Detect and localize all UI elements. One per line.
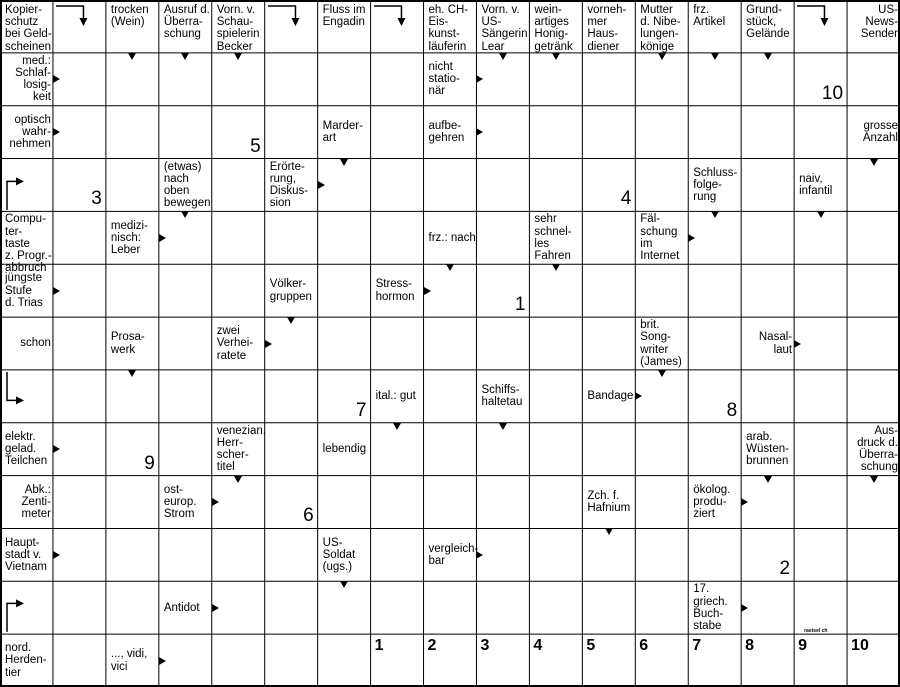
down-arrow-icon xyxy=(446,264,454,271)
clue-4-10: sehr schnel- les Fahren xyxy=(534,213,572,263)
clue-3-15: naiv, infantil xyxy=(799,172,833,197)
clue-3-5: Erörte- rung, Diskus- sion xyxy=(269,160,309,210)
clue-0-9: Vorn. v. US- Sängerin Lear xyxy=(481,4,528,53)
bent-arrow-icon xyxy=(0,370,53,423)
clue-9-0: Abk.: Zenti- meter xyxy=(21,483,51,521)
down-arrow-icon xyxy=(128,370,136,377)
clue-9-11: Zch. f. Hafnium xyxy=(587,489,631,515)
clue-7-9: Schiffs- haltetau xyxy=(481,384,523,409)
clue-4-12: Fäl- schung im Internet xyxy=(640,213,680,263)
clue-10-6: US- Soldat (ugs.) xyxy=(322,536,356,573)
solution-number-5: 5 xyxy=(250,135,261,157)
bent-arrow-icon xyxy=(0,581,53,634)
clue-0-0: Kopier- schutz bei Geld- scheinen xyxy=(5,4,52,53)
down-arrow-icon xyxy=(658,53,666,60)
right-arrow-icon xyxy=(159,234,166,242)
down-arrow-icon xyxy=(764,476,772,483)
right-arrow-icon xyxy=(476,75,483,83)
clue-8-16: Aus- druck d. Überra- schung xyxy=(857,424,898,474)
down-arrow-icon xyxy=(764,53,772,60)
solution-slot-7[interactable]: 7 xyxy=(692,637,702,655)
solution-slot-1[interactable]: 1 xyxy=(374,637,384,655)
right-arrow-icon xyxy=(53,75,60,83)
down-arrow-icon xyxy=(393,423,401,430)
clue-2-0: optisch wahr- nehmen xyxy=(9,113,51,151)
clue-6-2: Prosa- werk xyxy=(110,331,145,356)
clue-3-13: Schluss- folge- rung xyxy=(693,166,738,204)
bent-arrow-icon xyxy=(371,0,424,53)
solution-slot-6[interactable]: 6 xyxy=(639,637,649,655)
clue-0-2: trocken (Wein) xyxy=(110,4,149,29)
clue-4-8: frz.: nach xyxy=(428,231,476,244)
down-arrow-icon xyxy=(181,211,189,218)
right-arrow-icon xyxy=(212,498,219,506)
solution-number-1: 1 xyxy=(514,294,526,316)
clue-1-8: nicht statio- när xyxy=(428,60,460,98)
clue-0-13: frz. Artikel xyxy=(693,4,726,29)
clue-11-3: Antidot xyxy=(163,601,200,614)
solution-slot-5[interactable]: 5 xyxy=(586,637,596,655)
clue-9-3: ost- europ. Strom xyxy=(163,483,197,521)
down-arrow-icon xyxy=(499,423,507,430)
down-arrow-icon xyxy=(234,53,242,60)
clue-9-13: ökolog. produ- ziert xyxy=(693,483,731,521)
down-arrow-icon xyxy=(711,211,719,218)
clue-5-7: Stress- hormon xyxy=(375,278,415,303)
right-arrow-icon xyxy=(741,498,748,506)
solution-slot-2[interactable]: 2 xyxy=(427,637,437,655)
bent-arrow-icon xyxy=(53,0,106,53)
clue-6-4: zwei Verhei- ratete xyxy=(216,325,254,362)
clue-1-0: med.: Schlaf- losig- keit xyxy=(15,54,51,104)
solution-number-2: 2 xyxy=(779,558,791,580)
solution-slot-8[interactable]: 8 xyxy=(745,637,755,655)
clue-5-0: jüngste Stufe d. Trias xyxy=(5,272,43,309)
solution-number-9: 9 xyxy=(144,452,155,474)
down-arrow-icon xyxy=(870,159,878,166)
clue-8-14: arab. Wüsten- brunnen xyxy=(746,430,789,468)
down-arrow-icon xyxy=(870,476,878,483)
clue-6-0: schon xyxy=(20,337,51,350)
right-arrow-icon xyxy=(212,604,219,612)
solution-slot-3[interactable]: 3 xyxy=(480,637,490,655)
down-arrow-icon xyxy=(817,211,825,218)
solution-number-6: 6 xyxy=(303,505,314,527)
right-arrow-icon xyxy=(265,340,272,348)
down-arrow-icon xyxy=(711,53,719,60)
down-arrow-icon xyxy=(658,370,666,377)
right-arrow-icon xyxy=(53,445,60,453)
right-arrow-icon xyxy=(53,128,60,136)
down-arrow-icon xyxy=(340,159,348,166)
solution-slot-10[interactable]: 10 xyxy=(851,637,869,655)
clue-2-8: aufbe- gehren xyxy=(428,119,465,145)
right-arrow-icon xyxy=(476,128,483,136)
solution-number-8: 8 xyxy=(726,399,738,421)
clue-0-10: wein- artiges Honig- getränk xyxy=(534,4,573,53)
solution-number-7: 7 xyxy=(356,399,367,421)
down-arrow-icon xyxy=(287,317,295,324)
clue-0-8: eh. CH- Eis- kunst- läuferin xyxy=(428,4,469,53)
right-arrow-icon xyxy=(318,181,325,189)
down-arrow-icon xyxy=(499,53,507,60)
bent-arrow-icon xyxy=(794,0,847,53)
down-arrow-icon xyxy=(181,53,189,60)
bent-arrow-icon xyxy=(0,159,53,212)
clue-0-4: Vorn. v. Schau- spielerin Becker xyxy=(216,4,260,53)
clue-4-2: medizi- nisch: Leber xyxy=(110,219,148,256)
clue-8-0: elektr. gelad. Teilchen xyxy=(5,430,48,468)
solution-number-3: 3 xyxy=(91,188,102,210)
right-arrow-icon xyxy=(688,234,695,242)
clue-10-0: Haupt- stadt v. Vietnam xyxy=(5,536,47,573)
clue-0-14: Grund- stück, Gelände xyxy=(746,4,790,41)
clue-0-6: Fluss im Engadin xyxy=(322,4,366,29)
clue-5-5: Völker- gruppen xyxy=(269,278,312,303)
clue-8-6: lebendig xyxy=(322,443,367,456)
right-arrow-icon xyxy=(53,551,60,559)
solution-number-4: 4 xyxy=(620,188,632,210)
right-arrow-icon xyxy=(53,287,60,295)
down-arrow-icon xyxy=(234,476,242,483)
clue-0-3: Ausruf d. Überra- schung xyxy=(163,4,210,41)
clue-11-13: 17. griech. Buch- stabe xyxy=(693,583,728,632)
down-arrow-icon xyxy=(128,53,136,60)
down-arrow-icon xyxy=(340,581,348,588)
clue-12-0: nord. Herden- tier xyxy=(5,642,47,679)
clue-0-11: vorneh- mer Haus- diener xyxy=(587,4,627,53)
right-arrow-icon xyxy=(635,392,642,400)
down-arrow-icon xyxy=(552,53,560,60)
right-arrow-icon xyxy=(794,340,801,348)
clue-0-12: Mutter d. Nibe- lungen- könige xyxy=(640,4,681,53)
right-arrow-icon xyxy=(159,657,166,665)
solution-slot-4[interactable]: 4 xyxy=(533,637,543,655)
right-arrow-icon xyxy=(476,551,483,559)
right-arrow-icon xyxy=(741,604,748,612)
bent-arrow-icon xyxy=(265,0,318,53)
clue-10-8: vergleich- bar xyxy=(428,542,479,567)
clue-4-0: Compu- ter- taste z. Progr.- abbruch xyxy=(5,213,52,275)
clue-12-2: ..., vidi, vici xyxy=(110,648,148,673)
solution-number-10: 10 xyxy=(821,82,844,104)
clue-8-4: venezian. Herr- scher- titel xyxy=(216,424,266,474)
brand-mark: raetsel ch xyxy=(804,628,828,635)
down-arrow-icon xyxy=(605,528,613,535)
clue-2-16: grosse Anzahl xyxy=(862,119,898,145)
clue-2-6: Marder- art xyxy=(322,119,363,145)
right-arrow-icon xyxy=(424,287,431,295)
clue-3-3: (etwas) nach oben bewegen xyxy=(163,160,211,210)
clue-0-16: US- News- Sender xyxy=(860,4,898,41)
down-arrow-icon xyxy=(552,264,560,271)
clue-6-14: Nasal- laut xyxy=(758,331,793,356)
clue-7-11: Bandage xyxy=(587,390,634,403)
solution-slot-9[interactable]: 9 xyxy=(798,637,808,655)
clue-6-12: brit. Song- writer (James) xyxy=(640,319,682,368)
clue-7-7: ital.: gut xyxy=(375,390,416,403)
